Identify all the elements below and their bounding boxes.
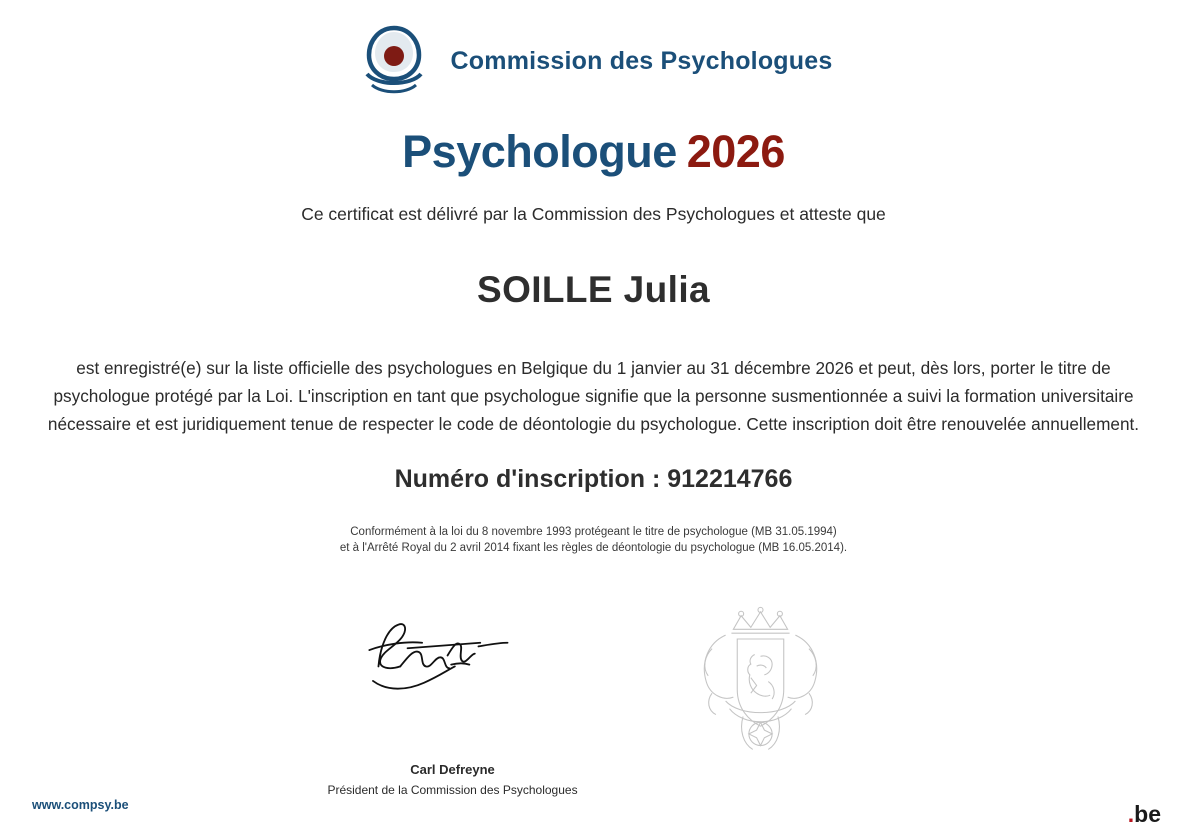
- organisation-name: Commission des Psychologues: [450, 46, 833, 75]
- website-link[interactable]: www.compsy.be: [32, 798, 129, 812]
- title-year: 2026: [686, 126, 785, 177]
- be-logo-dot: .: [1127, 801, 1135, 827]
- handwritten-signature-icon: [270, 610, 635, 700]
- be-logo-text: be: [1134, 801, 1161, 827]
- signature-area: [0, 600, 1187, 800]
- be-logo: [1099, 796, 1161, 826]
- compsy-eye-logo-icon: [355, 22, 433, 100]
- intro-text: Ce certificat est délivré par la Commission des Psychologues et atteste que: [301, 204, 886, 224]
- signer-role: Président de la Commission des Psychologues: [327, 783, 578, 797]
- body-paragraph: est enregistré(e) sur la liste officielle des psychologues en Belgique du 1 janvier au 31 décembre 2026 et peut, dès lors, porter le titre de psychologue protégé par la Loi. L'inscription en tant que psychologue signifie que la personne susmentionnée a suivi la formation universitaire nécessaire et est juridiquement tenue de respecter le code de déontologie du psychologue. Cette inscription doit être renouvelée annuellement.: [47, 358, 1140, 434]
- signer-name: Carl Defreyne: [410, 762, 495, 777]
- certificate-title: [0, 126, 1187, 178]
- title-main: Psychologue: [402, 126, 677, 177]
- holder-name: SOILLE Julia: [476, 269, 710, 310]
- certificate-header: [0, 0, 1187, 100]
- legal-notice: [0, 524, 1187, 557]
- signature-block: [270, 610, 635, 797]
- registration-number: Numéro d'inscription : 912214766: [394, 464, 793, 493]
- legal-line-2: et à l'Arrêté Royal du 2 avril 2014 fixant les règles de déontologie du psychologue (MB 16.05.2014).: [339, 542, 848, 555]
- belgian-state-coat-of-arms-seal-icon: [683, 600, 838, 770]
- legal-line-1: Conformément à la loi du 8 novembre 1993 protégeant le titre de psychologue (MB 31.05.1994): [350, 525, 837, 538]
